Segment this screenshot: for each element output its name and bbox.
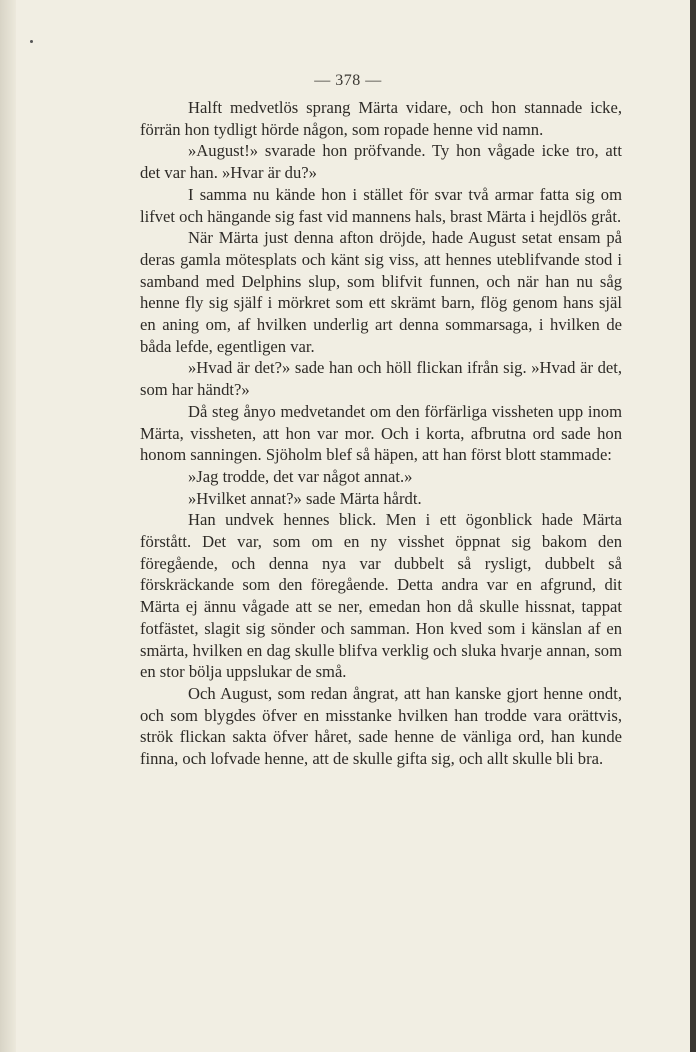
paragraph: Då steg ånyo medvetandet om den förfärliga vissheten upp inom Märta, vissheten, att hon var mor. Och i korta, afbrutna ord sade hon honom sanningen. Sjöholm blef så häpen, att han först blott stammade: [140, 401, 622, 465]
paragraph: »Hvilket annat?» sade Märta hårdt. [188, 488, 422, 508]
body-text [140, 97, 622, 770]
paragraph: Halft medvetlös sprang Märta vidare, och hon stannade icke, förrän hon tydligt hörde någon, som ropade henne vid namn. [140, 98, 622, 139]
page-number: — 378 — [314, 72, 382, 89]
paragraph: »Hvad är det?» sade han och höll flickan ifrån sig. »Hvad är det, som har händt?» [140, 358, 622, 400]
paragraph: Och August, som redan ångrat, att han kanske gjort henne ondt, och som blygdes öfver en misstanke hvilken han trodde vara orättvis, strök flickan sakta öfver håret, sade henne de vänliga ord, han kunde finna, och lofvade henne, att de skulle gifta sig, och allt skulle bli bra. [140, 683, 622, 769]
page-edge-border [690, 0, 696, 1052]
paragraph: Han undvek hennes blick. Men i ett ögonblick hade Märta förstått. Det var, som om en ny visshet öppnat sig bakom den föregående, och denna nya var dubbelt så rysligt, dubbelt så förskräckande som den föregående. Detta andra var en afgrund, dit Märta ej ännu vågade att se ner, emedan hon då skulle hissnat, tappat fotfästet, slagit sig sönder och samman. Hon kved som i känslan af en smärta, hvilken en dag skulle blifva verklig och sluka hvarje annan, som en stor bölja uppslukar de små. [140, 510, 622, 682]
paper-speck [30, 40, 33, 43]
paragraph: »August!» svarade hon pröfvande. Ty hon vågade icke tro, att det var han. »Hvar är du?» [140, 141, 622, 183]
paragraph: »Jag trodde, det var något annat.» [188, 466, 413, 486]
page-gutter-shadow [0, 0, 16, 1052]
paragraph: I samma nu kände hon i stället för svar två armar fatta sig om lifvet och hängande sig fast vid mannens hals, brast Märta i hejdlös gråt. [140, 184, 622, 226]
paragraph: När Märta just denna afton dröjde, hade August setat ensam på deras gamla mötesplats och känt sig viss, att hennes uteblifvande stod i samband med Delphins slup, som blifvit funnen, och när han nu såg henne fly sig själf i mörkret som ett skrämt barn, flög genom hans själ en aning om, af hvilken underlig art denna sommarsaga, i hvilken de båda lefde, egentligen var. [140, 228, 622, 356]
